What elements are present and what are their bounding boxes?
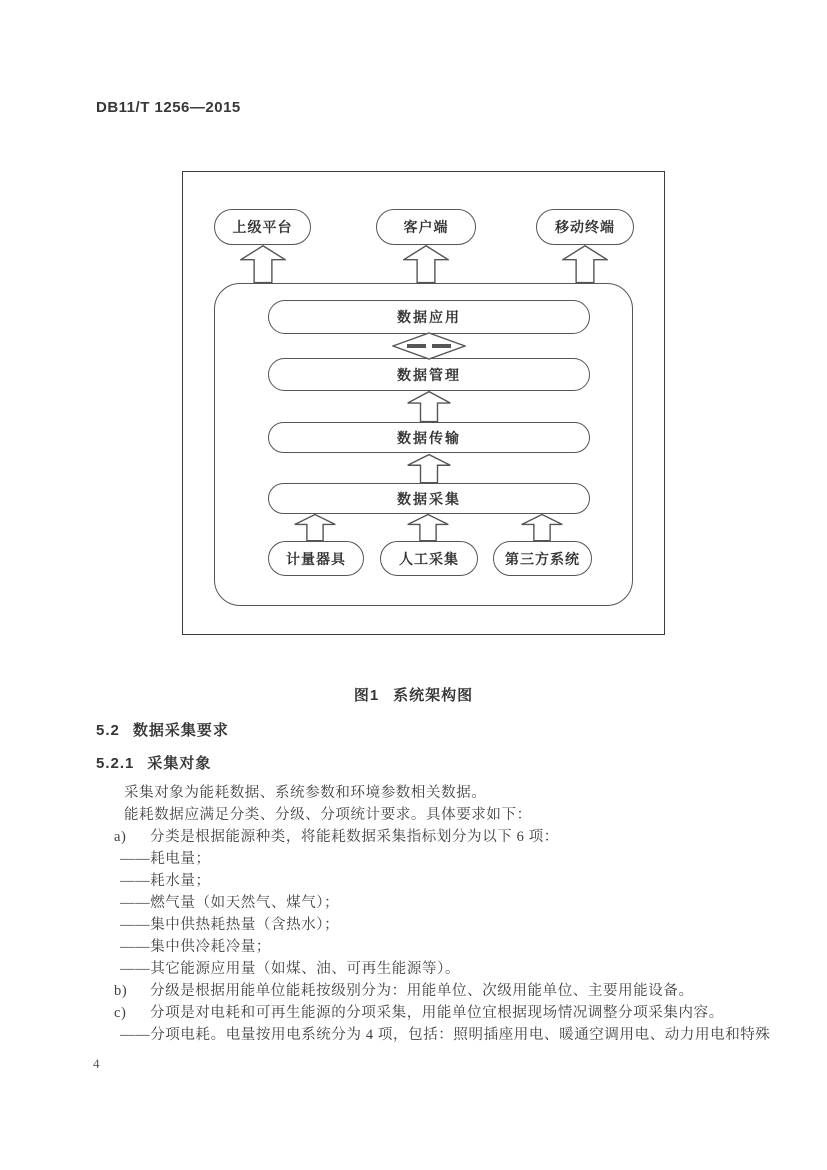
data-acquisition-layer	[268, 483, 590, 514]
list-item-text: 分项是对电耗和可再生能源的分项采集，用能单位宜根据现场情况调整分项采集内容。	[150, 1005, 724, 1021]
third-party-system-label: 第三方系统	[505, 550, 580, 567]
up-arrow-icon	[403, 245, 449, 283]
data-acquisition-label: 数据采集	[397, 490, 461, 507]
client-label: 客户端	[403, 219, 449, 235]
dash-item: ——耗电量；	[120, 851, 211, 867]
dash-item: ——分项电耗。电量按用电系统分为 4 项，包括：照明插座用电、暖通空调用电、动力用电和特殊	[120, 1027, 771, 1043]
third-party-system-node	[493, 541, 592, 576]
page-number: 4	[93, 1056, 100, 1071]
up-arrow-icon	[240, 245, 286, 283]
list-item-a	[96, 826, 806, 848]
metering-device-label: 计量器具	[286, 550, 346, 567]
up-arrow-icon	[294, 514, 336, 541]
metering-device-node	[268, 541, 364, 576]
data-application-label: 数据应用	[397, 309, 461, 325]
double-horizontal-arrow-icon	[392, 332, 466, 360]
list-item-label: b)	[114, 983, 128, 999]
manual-collection-node	[380, 541, 478, 576]
dash-item: ——燃气量（如天然气、煤气）；	[120, 895, 340, 911]
up-arrow-icon	[407, 391, 451, 422]
section-number: 5.2.1	[96, 755, 135, 772]
dash-item: ——集中供冷耗冷量；	[120, 939, 271, 955]
data-management-label: 数据管理	[397, 366, 461, 383]
figure-caption-number: 图1	[353, 687, 380, 704]
body-text	[96, 782, 806, 1046]
dash-item: ——集中供热耗热量（含热水）；	[120, 917, 340, 933]
list-item-label: c)	[114, 1005, 127, 1021]
section-title: 数据采集要求	[132, 722, 229, 739]
section-heading-5-2-1	[96, 752, 211, 773]
data-transmission-label: 数据传输	[397, 429, 461, 446]
superior-platform-node	[214, 209, 311, 245]
up-arrow-icon	[562, 245, 608, 283]
up-arrow-icon	[407, 514, 449, 541]
paragraph: 能耗数据应满足分类、分级、分项统计要求。具体要求如下：	[124, 807, 532, 823]
mobile-terminal-label: 移动终端	[555, 219, 615, 235]
list-item-b	[96, 980, 806, 1002]
section-heading-5-2	[96, 719, 229, 740]
figure-system-architecture	[182, 171, 665, 635]
mobile-terminal-node	[536, 209, 634, 245]
list-item-text: 分类是根据能源种类，将能耗数据采集指标划分为以下 6 项：	[150, 829, 559, 845]
list-item-text: 分级是根据用能单位能耗按级别分为：用能单位、次级用能单位、主要用能设备。	[150, 983, 694, 999]
up-arrow-icon	[407, 454, 451, 483]
list-item-label: a)	[114, 829, 127, 845]
figure-caption-title: 系统架构图	[393, 687, 474, 704]
data-management-layer	[268, 358, 590, 391]
section-number: 5.2	[96, 722, 120, 739]
client-node	[376, 209, 476, 245]
figure-caption	[0, 684, 827, 705]
dash-item: ——其它能源应用量（如煤、油、可再生能源等）。	[120, 961, 461, 977]
data-transmission-layer	[268, 422, 590, 453]
up-arrow-icon	[521, 514, 563, 541]
paragraph: 采集对象为能耗数据、系统参数和环境参数相关数据。	[124, 785, 487, 801]
dash-item: ——耗水量；	[120, 873, 211, 889]
section-title: 采集对象	[147, 755, 212, 772]
list-item-c	[96, 1002, 806, 1024]
manual-collection-label: 人工采集	[399, 550, 459, 567]
superior-platform-label: 上级平台	[232, 219, 293, 235]
doc-code: DB11/T 1256—2015	[96, 99, 241, 116]
data-application-layer	[268, 300, 590, 334]
